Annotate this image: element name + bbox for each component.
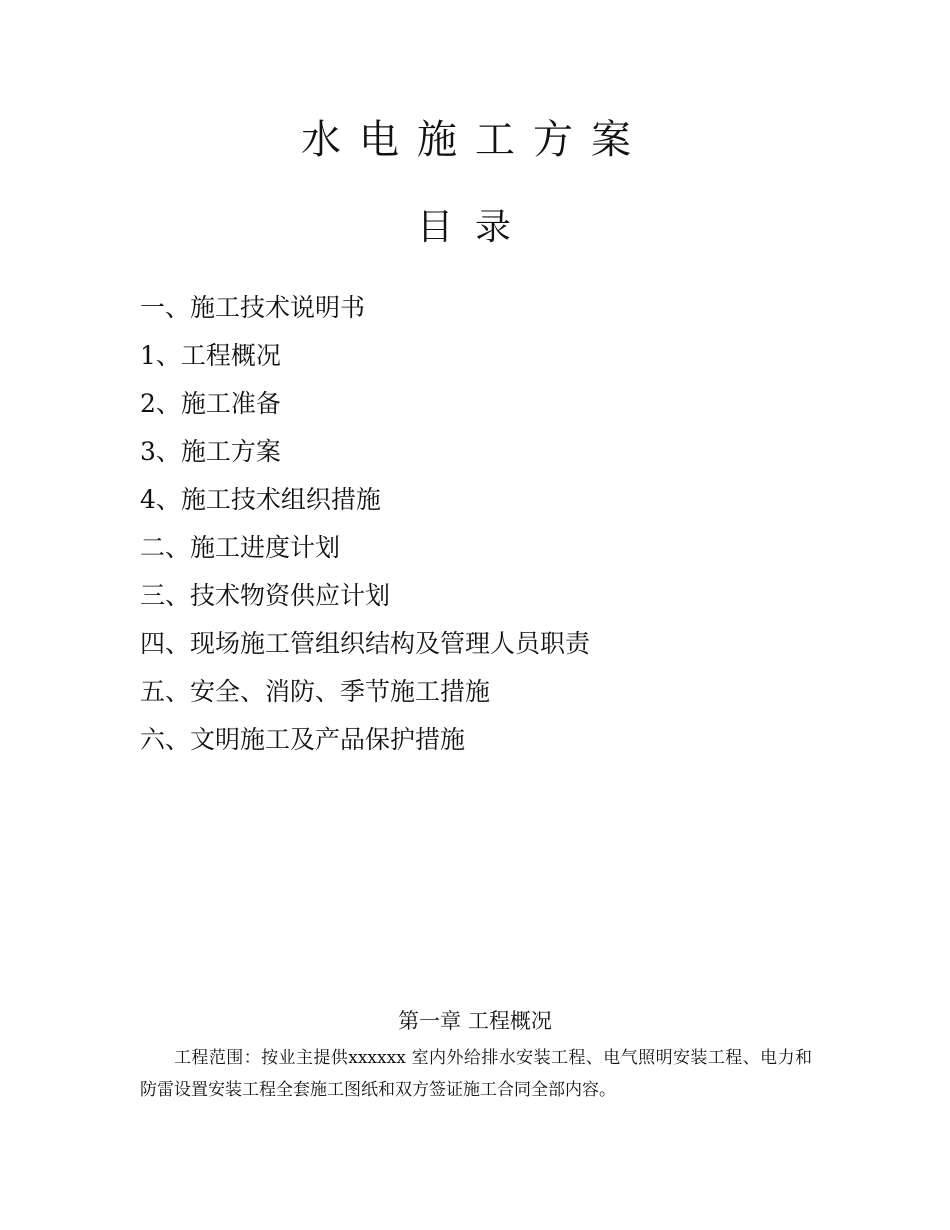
document-title: 水电施工方案: [301, 117, 649, 163]
toc-item: 六、文明施工及产品保护措施: [140, 725, 466, 754]
table-of-contents: [140, 284, 840, 764]
chapter-heading: 第一章 工程概况: [398, 1009, 552, 1033]
toc-item: 三、技术物资供应计划: [140, 581, 391, 610]
toc-item: 二、施工进度计划: [140, 533, 341, 562]
toc-item: 1、工程概况: [140, 341, 281, 370]
toc-item: 4、施工技术组织措施: [140, 485, 381, 514]
toc-item: 2、施工准备: [140, 389, 281, 418]
toc-item: 四、现场施工管组织结构及管理人员职责: [140, 629, 591, 658]
body-paragraph: 工程范围：按业主提供xxxxxx 室内外给排水安装工程、电气照明安装工程、电力和防雷设置安装工程全套施工图纸和双方签证施工合同全部内容。: [140, 1048, 812, 1100]
toc-item: 一、施工技术说明书: [140, 293, 366, 322]
toc-heading: 目录: [416, 207, 533, 248]
toc-item: 3、施工方案: [140, 437, 281, 466]
toc-item: 五、安全、消防、季节施工措施: [140, 677, 491, 706]
